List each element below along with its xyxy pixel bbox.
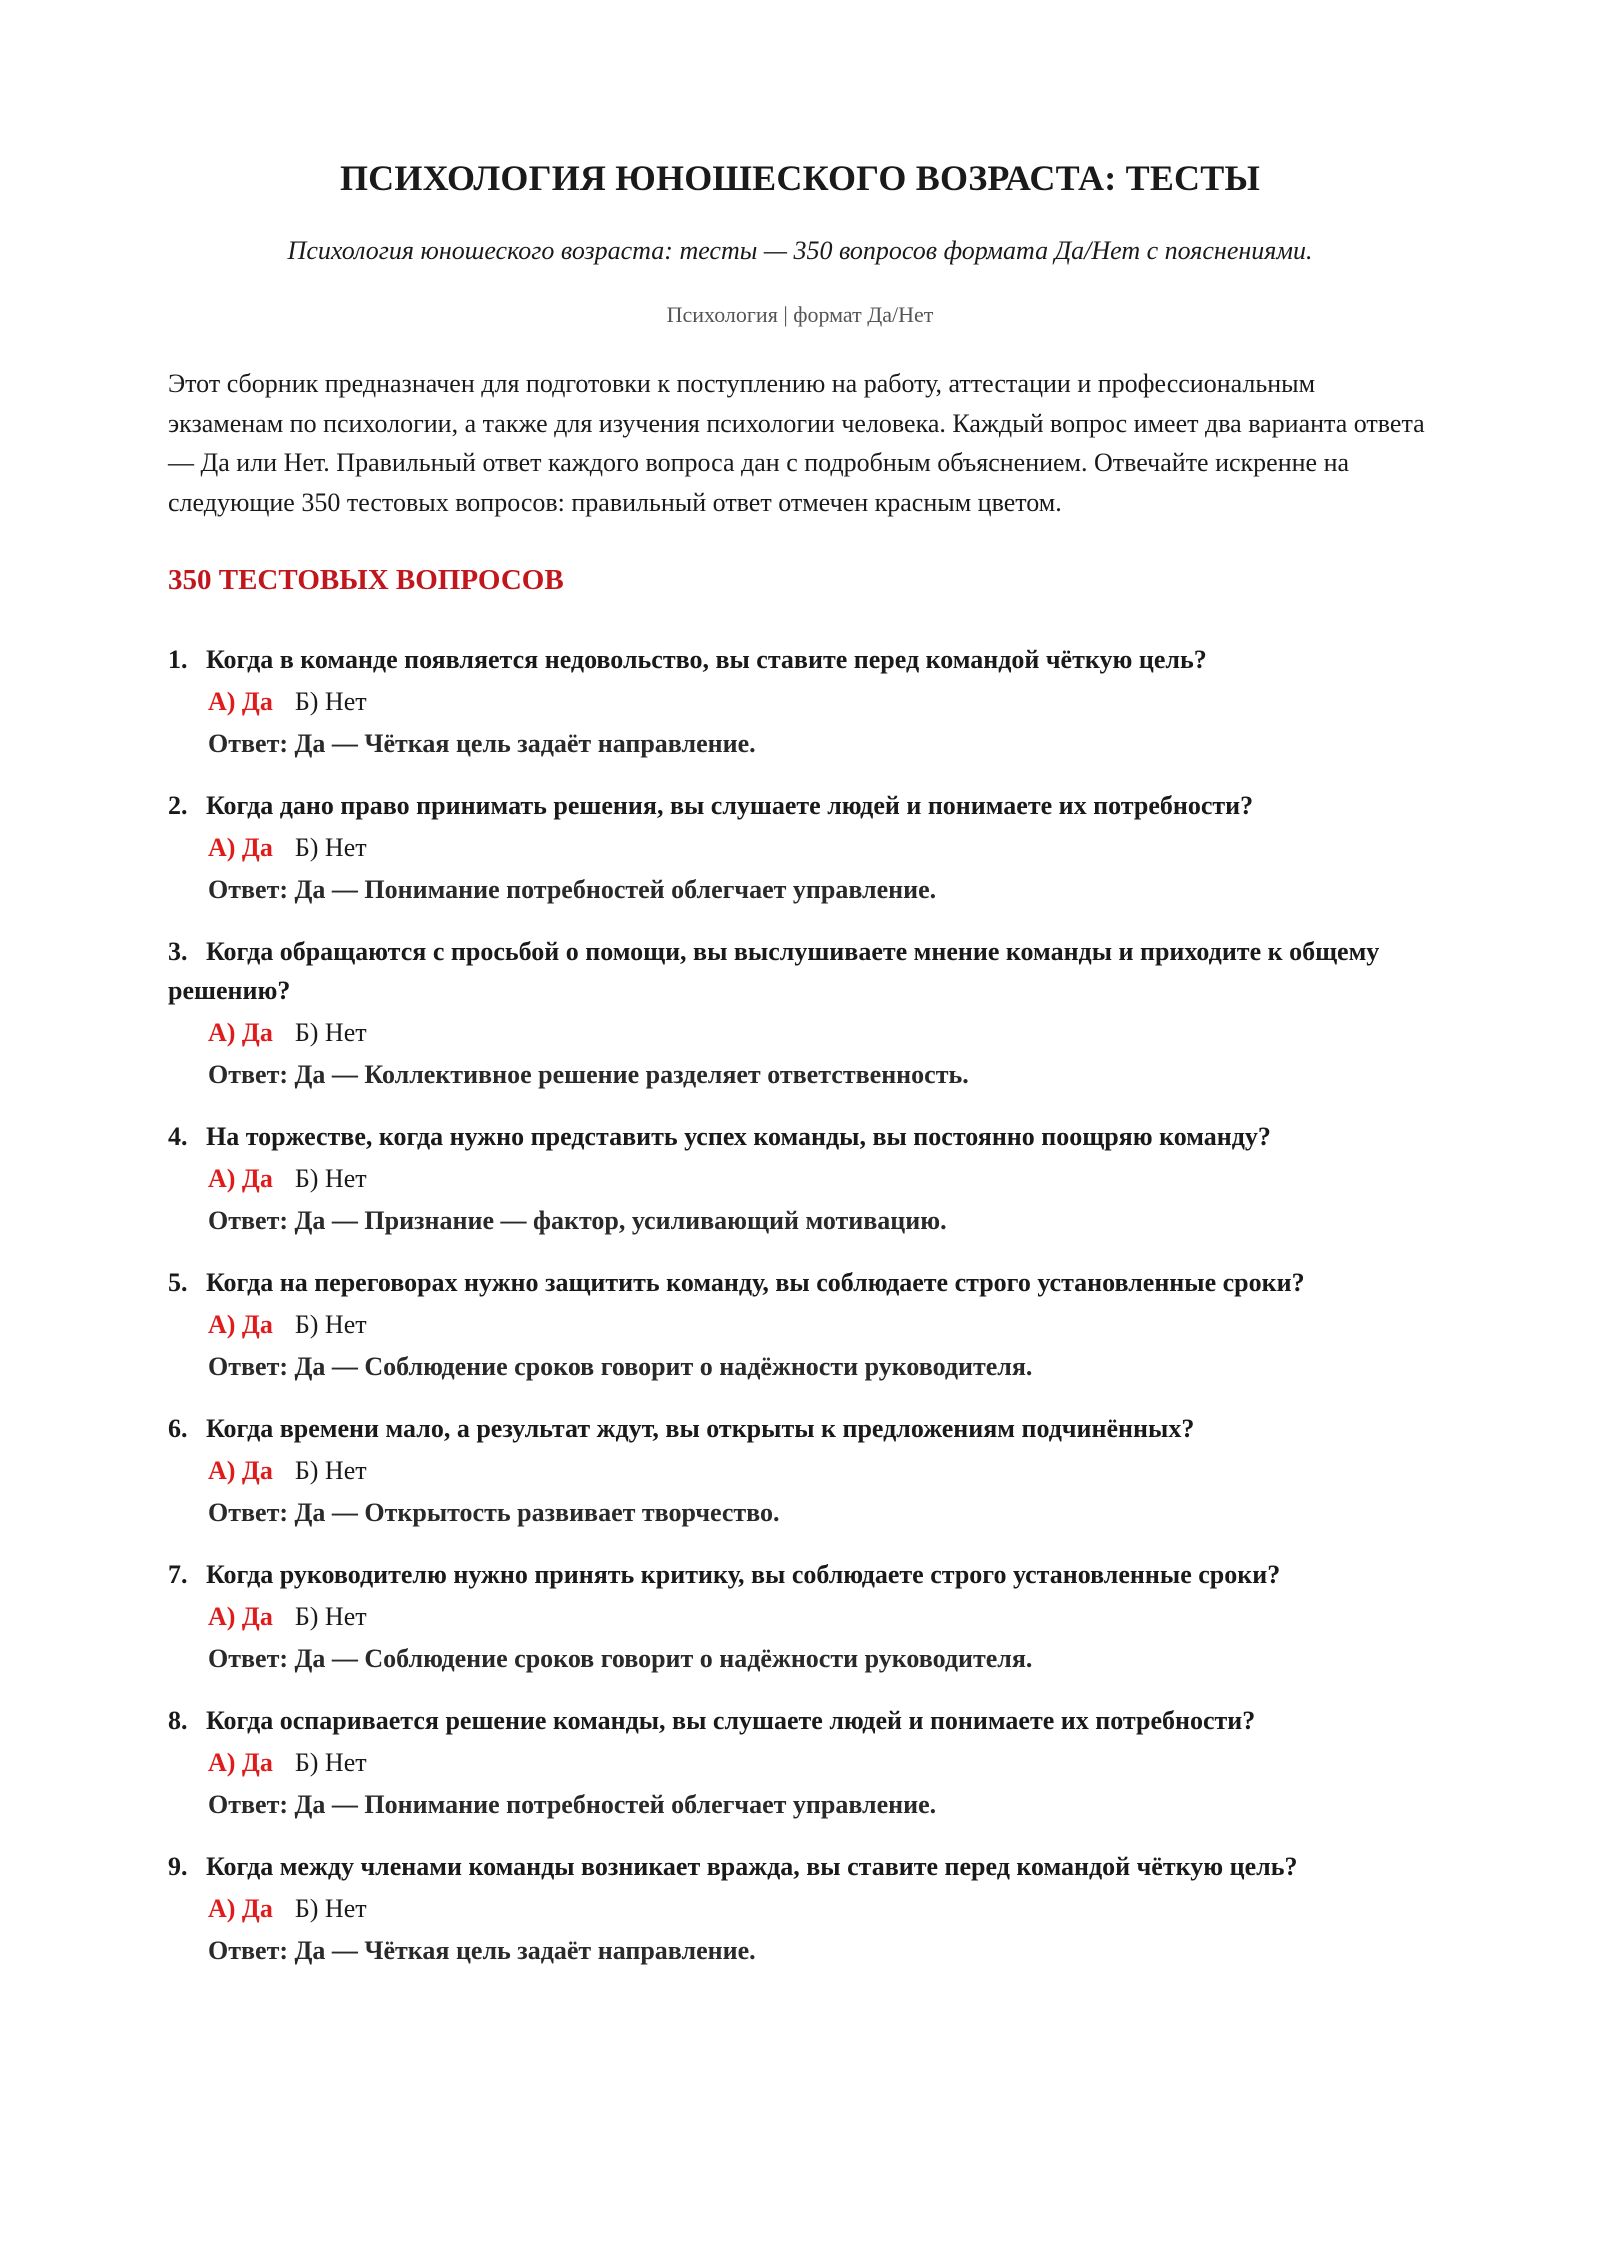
option-b: Б) Нет: [294, 1164, 367, 1193]
question-item: [168, 1117, 1432, 1242]
document-intro: Этот сборник предназначен для подготовки к поступлению на работу, аттестации и профессиональным экзаменам по психологии, а также для изучения психологии человека. Каждый вопрос имеет два варианта ответа — Да или Нет. Правильный ответ каждого вопроса дан с подробным объяснением. Отвечайте искренне на следующие 350 тестовых вопросов: правильный ответ отмечен красным цветом.: [168, 369, 1425, 517]
option-b: Б) Нет: [294, 1310, 367, 1339]
question-text: [168, 1263, 1432, 1302]
option-a-correct: А) Да: [208, 1310, 273, 1339]
option-a-correct: А) Да: [208, 1602, 273, 1631]
question-text: [168, 932, 1432, 1010]
option-a-correct: А) Да: [208, 687, 273, 716]
question-text: [168, 786, 1432, 825]
question-item: [168, 1555, 1432, 1680]
option-b: Б) Нет: [294, 1018, 367, 1047]
option-b: Б) Нет: [294, 1456, 367, 1485]
option-b: Б) Нет: [294, 687, 367, 716]
question-label: Когда на переговорах нужно защитить команду, вы соблюдаете строго установленные сроки?: [206, 1268, 1305, 1297]
question-number: 6.: [168, 1414, 188, 1443]
options-row: [168, 1888, 1432, 1930]
question-label: Когда обращаются с просьбой о помощи, вы выслушиваете мнение команды и приходите к общему решению?: [168, 937, 1380, 1005]
answer-explanation: Ответ: Да — Понимание потребностей облегчает управление.: [208, 1790, 937, 1819]
question-item: [168, 1701, 1432, 1826]
options-row: [168, 1304, 1432, 1346]
option-b: Б) Нет: [294, 1602, 367, 1631]
option-a-correct: А) Да: [208, 1456, 273, 1485]
answer-explanation: Ответ: Да — Понимание потребностей облегчает управление.: [208, 875, 937, 904]
question-label: Когда оспаривается решение команды, вы слушаете людей и понимаете их потребности?: [206, 1706, 1256, 1735]
question-item: [168, 1263, 1432, 1388]
question-number: 3.: [168, 937, 188, 966]
options-row: [168, 827, 1432, 869]
document-meta: Психология | формат Да/Нет: [666, 302, 934, 327]
question-label: Когда времени мало, а результат ждут, вы открыты к предложениям подчинённых?: [206, 1414, 1195, 1443]
question-item: [168, 1847, 1432, 1972]
question-text: [168, 1117, 1432, 1156]
question-number: 8.: [168, 1706, 188, 1735]
option-b: Б) Нет: [294, 1894, 367, 1923]
option-b: Б) Нет: [294, 1748, 367, 1777]
question-label: Когда руководителю нужно принять критику, вы соблюдаете строго установленные сроки?: [206, 1560, 1281, 1589]
options-row: [168, 1012, 1432, 1054]
answer-explanation: Ответ: Да — Признание — фактор, усиливающий мотивацию.: [208, 1206, 947, 1235]
options-row: [168, 1450, 1432, 1492]
option-a-correct: А) Да: [208, 1748, 273, 1777]
option-a-correct: А) Да: [208, 1018, 273, 1047]
question-label: Когда между членами команды возникает вражда, вы ставите перед командой чёткую цель?: [206, 1852, 1298, 1881]
answer-explanation: Ответ: Да — Чёткая цель задаёт направление.: [208, 729, 756, 758]
option-a-correct: А) Да: [208, 1894, 273, 1923]
options-row: [168, 681, 1432, 723]
option-b: Б) Нет: [294, 833, 367, 862]
question-text: [168, 1701, 1432, 1740]
option-a-correct: А) Да: [208, 1164, 273, 1193]
options-row: [168, 1596, 1432, 1638]
document-title: ПСИХОЛОГИЯ ЮНОШЕСКОГО ВОЗРАСТА: ТЕСТЫ: [339, 158, 1260, 198]
options-row: [168, 1742, 1432, 1784]
option-a-correct: А) Да: [208, 833, 273, 862]
document-subtitle: Психология юношеского возраста: тесты — 350 вопросов формата Да/Нет с пояснениями.: [287, 236, 1313, 265]
question-item: [168, 932, 1432, 1096]
question-text: [168, 1409, 1432, 1448]
question-number: 5.: [168, 1268, 188, 1297]
answer-explanation: Ответ: Да — Коллективное решение разделяет ответственность.: [208, 1060, 969, 1089]
question-text: [168, 640, 1432, 679]
question-text: [168, 1847, 1432, 1886]
question-list: [168, 640, 1432, 1972]
question-item: [168, 1409, 1432, 1534]
question-number: 2.: [168, 791, 188, 820]
question-label: На торжестве, когда нужно представить успех команды, вы постоянно поощряю команду?: [206, 1122, 1271, 1151]
question-number: 7.: [168, 1560, 188, 1589]
question-number: 9.: [168, 1852, 188, 1881]
options-row: [168, 1158, 1432, 1200]
answer-explanation: Ответ: Да — Соблюдение сроков говорит о надёжности руководителя.: [208, 1352, 1033, 1381]
answer-explanation: Ответ: Да — Чёткая цель задаёт направление.: [208, 1936, 756, 1965]
answer-explanation: Ответ: Да — Открытость развивает творчество.: [208, 1498, 780, 1527]
section-heading: 350 ТЕСТОВЫХ ВОПРОСОВ: [168, 564, 564, 596]
answer-explanation: Ответ: Да — Соблюдение сроков говорит о надёжности руководителя.: [208, 1644, 1033, 1673]
question-label: Когда в команде появляется недовольство, вы ставите перед командой чёткую цель?: [206, 645, 1207, 674]
question-item: [168, 640, 1432, 765]
question-number: 1.: [168, 645, 188, 674]
question-number: 4.: [168, 1122, 188, 1151]
question-label: Когда дано право принимать решения, вы слушаете людей и понимаете их потребности?: [206, 791, 1254, 820]
question-item: [168, 786, 1432, 911]
question-text: [168, 1555, 1432, 1594]
